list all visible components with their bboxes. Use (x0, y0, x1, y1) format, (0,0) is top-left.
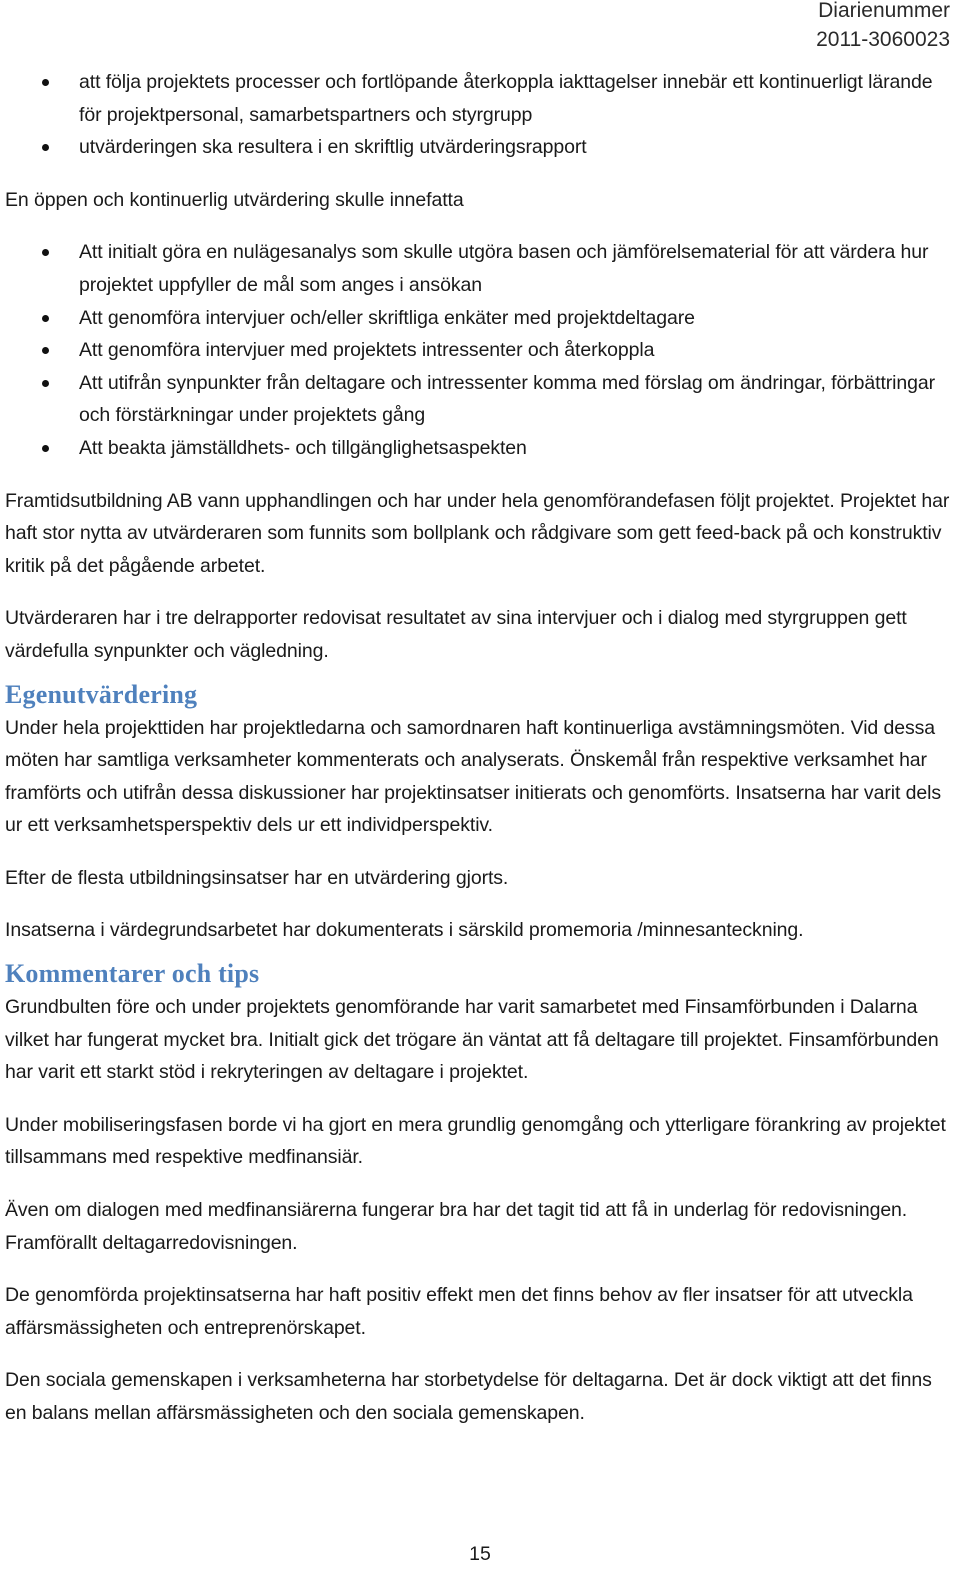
bullet-icon (42, 380, 49, 387)
list-item (5, 302, 950, 335)
list-item-text: att följa projektets processer och fortlöpande återkoppla iakttagelser innebär ett kontinuerligt lärande för projektpersonal, samarbetspartners och styrgrupp (79, 71, 933, 126)
diary-number-label: Diarienummer (818, 0, 950, 22)
paragraph: Framtidsutbildning AB vann upphandlingen och har under hela genomförandefasen följt projektet. Projektet har haft stor nytta av utvärderaren som funnits som bollplank och rådgivare som gett feed-back på och konstruktiv kritik på det pågående arbetet. (5, 489, 950, 577)
page-number: 15 (469, 1543, 491, 1565)
paragraph: Även om dialogen med medfinansiärerna fungerar bra har det tagit tid att få in underlag för redovisningen. Framförallt deltagarredovisningen. (5, 1199, 908, 1254)
section-heading-self-evaluation: Egenutvärdering (5, 679, 198, 709)
bullet-icon (42, 315, 49, 322)
paragraph: Den sociala gemenskapen i verksamheterna har storbetydelse för deltagarna. Det är dock viktigt att det finns en balans mellan affärsmässigheten och den sociala gemenskapen. (5, 1369, 932, 1424)
list-item (5, 334, 950, 367)
list-item (5, 66, 950, 131)
list-item-text: Att beakta jämställdhets- och tillgänglighetsaspekten (79, 436, 527, 459)
list-item (5, 131, 950, 164)
paragraph: Insatserna i värdegrundsarbetet har dokumenterats i särskild promemoria /minnesanteckning. (5, 919, 804, 942)
document-body (5, 66, 950, 1430)
intro-bullet-list (5, 66, 950, 164)
diary-number-block (816, 0, 950, 54)
list-item-text: Att genomföra intervjuer och/eller skriftliga enkäter med projektdeltagare (79, 306, 695, 329)
bullet-icon (42, 445, 49, 452)
paragraph: Under mobiliseringsfasen borde vi ha gjort en mera grundlig genomgång och ytterligare förankring av projektet tillsammans med respektive medfinansiär. (5, 1113, 946, 1169)
bullet-icon (42, 144, 49, 151)
evaluation-intro: En öppen och kontinuerlig utvärdering skulle innefatta (5, 188, 464, 211)
evaluation-bullet-list (5, 236, 950, 464)
bullet-icon (42, 79, 49, 86)
list-item-text: utvärderingen ska resultera i en skriftlig utvärderingsrapport (79, 136, 587, 159)
list-item-text: Att initialt göra en nulägesanalys som skulle utgöra basen och jämförelsematerial för att värdera hur projektet uppfyller de mål som anges i ansökan (79, 241, 929, 296)
paragraph: Grundbulten före och under projektets genomförande har varit samarbetet med Finsamförbunden i Dalarna vilket har fungerat mycket bra. Initialt gick det trögare än väntat att få deltagare till projektet. Finsamförbunden har varit ett starkt stöd i rekryteringen av deltagare i projektet. (5, 996, 939, 1084)
list-item (5, 432, 950, 465)
list-item (5, 236, 950, 301)
paragraph: Utvärderaren har i tre delrapporter redovisat resultatet av sina intervjuer och i dialog med styrgruppen gett värdefulla synpunkter och vägledning. (5, 607, 907, 662)
diary-number-value: 2011-3060023 (816, 28, 950, 51)
paragraph: Under hela projekttiden har projektledarna och samordnaren haft kontinuerliga avstämningsmöten. Vid dessa möten har samtliga verksamheter kommenterats och analyserats. Önskemål från respektive verksamhet har framförts och utifrån dessa diskussioner har projektinsatser initierats och genomförts. Insatserna har varit dels ur ett verksamhetsperspektiv dels ur ett individperspektiv. (5, 716, 941, 837)
paragraph: De genomförda projektinsatserna har haft positiv effekt men det finns behov av fler insatser för att utveckla affärsmässigheten och entreprenörskapet. (5, 1284, 913, 1339)
bullet-icon (42, 249, 49, 256)
list-item (5, 367, 950, 432)
section-heading-comments-and-tips: Kommentarer och tips (5, 959, 260, 989)
list-item-text: Att utifrån synpunkter från deltagare och intressenter komma med förslag om ändringar, förbättringar och förstärkningar under projektets gång (79, 371, 936, 427)
paragraph: Efter de flesta utbildningsinsatser har en utvärdering gjorts. (5, 866, 509, 889)
list-item-text: Att genomföra intervjuer med projektets intressenter och återkoppla (79, 339, 655, 362)
bullet-icon (42, 347, 49, 354)
